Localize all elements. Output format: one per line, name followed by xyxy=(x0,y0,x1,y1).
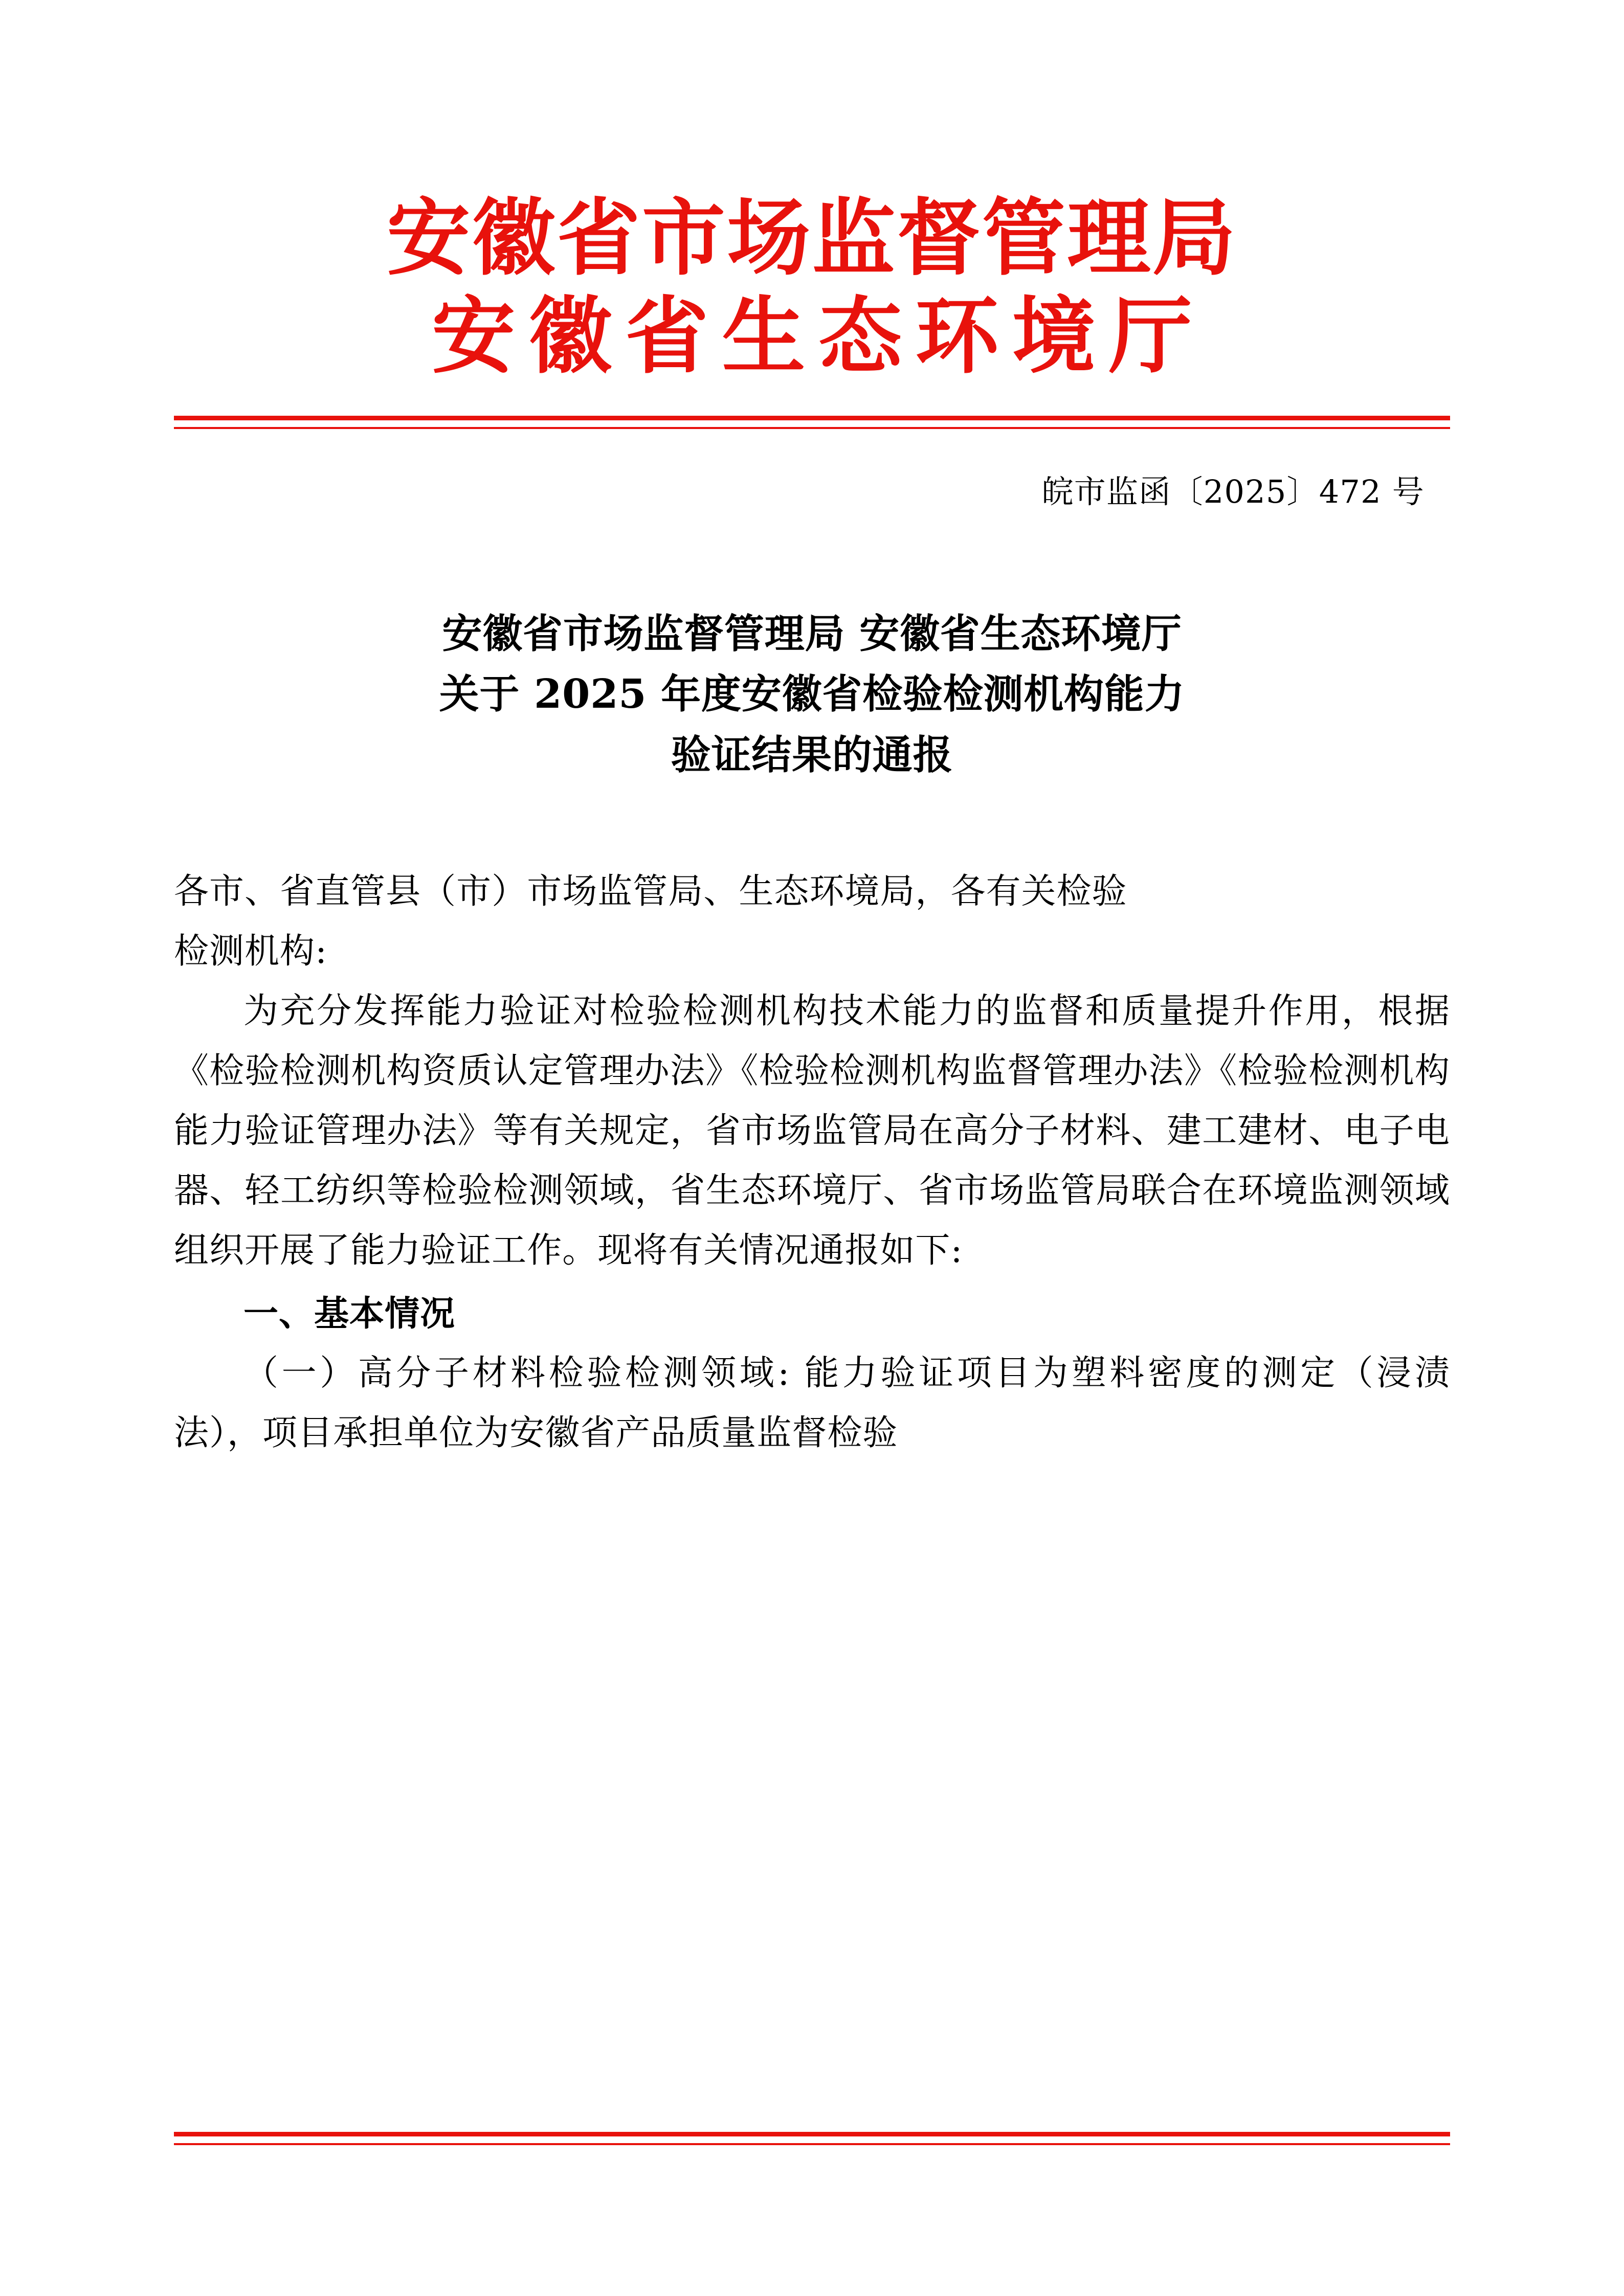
footer-divider-rule xyxy=(174,2132,1450,2136)
issuing-agency-line-1: 安徽省市场监督管理局 xyxy=(387,189,1237,287)
masthead xyxy=(174,0,1450,386)
section-heading-1: 一、基本情况 xyxy=(243,1293,456,1334)
body-paragraph-2: （一）高分子材料检验检测领域: 能力验证项目为塑料密度的测定（浸渍法），项目承担单位为安徽省产品质量监督检验 xyxy=(174,1353,1450,1453)
document-number: 皖市监函〔2025〕472 号 xyxy=(1041,472,1425,510)
body-paragraph-1: 为充分发挥能力验证对检验检测机构技术能力的监督和质量提升作用，根据《检验检测机构资质认定管理办法》《检验检测机构监督管理办法》《检验检测机构能力验证管理办法》等有关规定，省市场监管局在高分子材料、建工建材、电子电器、轻工纺织等检验检测领域，省生态环境厅、省市场监管局联合在环境监测领域组织开展了能力验证工作。现将有关情况通报如下: xyxy=(174,991,1450,1271)
document-body xyxy=(174,862,1450,1464)
document-title xyxy=(174,604,1450,786)
document-title-line-3: 验证结果的通报 xyxy=(671,731,953,778)
masthead-divider-rule xyxy=(174,416,1450,420)
issuing-agency-line-2: 安徽省生态环境厅 xyxy=(432,287,1206,386)
addressee-line-2: 检测机构: xyxy=(174,931,328,972)
document-title-line-1: 安徽省市场监督管理局 安徽省生态环境厅 xyxy=(442,610,1182,657)
addressee-line-1: 各市、省直管县（市）市场监管局、生态环境局，各有关检验 xyxy=(174,871,1127,912)
document-title-line-2: 关于 2025 年度安徽省检验检测机构能力 xyxy=(439,671,1185,718)
